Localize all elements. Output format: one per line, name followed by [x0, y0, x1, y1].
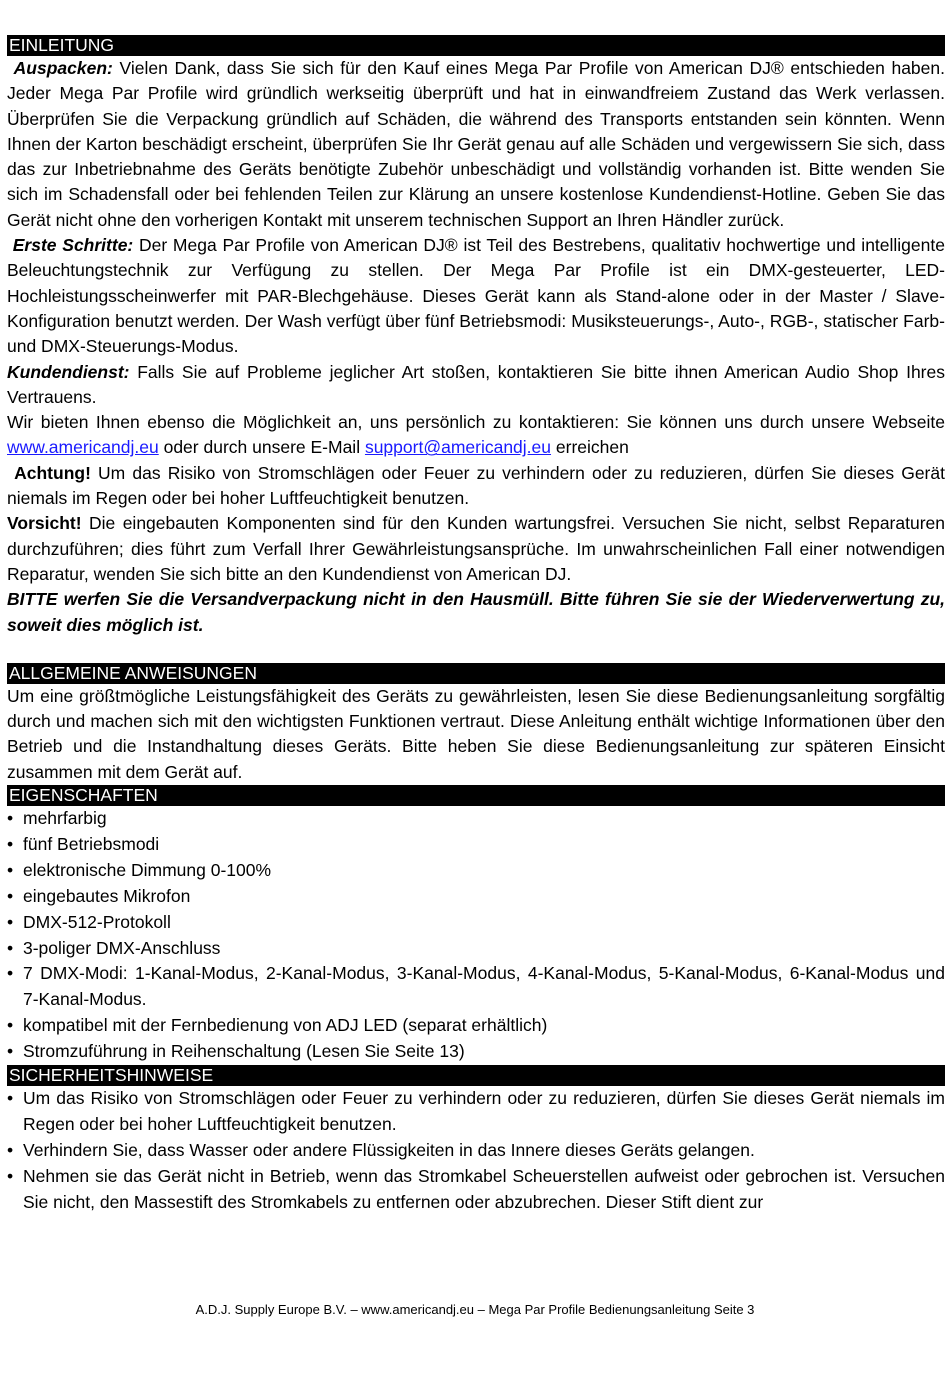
paragraph-first-steps [7, 233, 945, 359]
label-warning: Achtung! [14, 462, 91, 483]
bullet-icon: • [7, 1041, 14, 1062]
bullet-icon: • [7, 1015, 14, 1036]
paragraph-contact [7, 410, 945, 461]
list-item: • 7 DMX-Modi: 1-Kanal-Modus, 2-Kanal-Modus, 3-Kanal-Modus, 4-Kanal-Modus, 5-Kanal-Modus, 6-Kanal-Modus und 7-Kanal-Modus. [7, 963, 945, 1010]
list-item: • mehrfarbig [7, 806, 945, 832]
bullet-icon: • [7, 1088, 14, 1109]
bullet-icon: • [7, 833, 14, 854]
features-list [7, 806, 945, 1065]
bullet-icon: • [7, 808, 14, 829]
bullet-icon: • [7, 1165, 14, 1186]
paragraph-unpacking [7, 56, 945, 233]
bullet-icon: • [7, 911, 14, 932]
label-unpacking: Auspacken: [13, 58, 113, 78]
paragraph-customer-service [7, 360, 945, 411]
section-header-einleitung: EINLEITUNG [7, 35, 945, 56]
list-item: • kompatibel mit der Fernbedienung von ADJ LED (separat erhältlich) [7, 1013, 945, 1039]
bullet-icon: • [7, 963, 14, 984]
bullet-icon: • [7, 937, 14, 958]
text-contact-2: oder durch unsere E-Mail [158, 437, 365, 458]
text-first-steps: Der Mega Par Profile von American DJ® ist Teil des Bestrebens, qualitativ hochwertige und intelligente Beleuchtungstechnik zur Verfügung zu stellen. Der Mega Par Profile ist ein DMX-gesteuerter, LED-Hochleistungsscheinwerfer mit PAR-Blechgehäuse. Dieses Gerät kann als Stand-alone oder in der Master / Slave-Konfiguration benutzt werden. Der Wash verfügt über fünf Betriebsmodi: Musiksteuerungs-, Auto-, RGB-, statischer Farb- und DMX-Steuerungs-Modus. [7, 235, 945, 357]
bullet-icon: • [7, 859, 14, 880]
email-link[interactable]: support@americandj.eu [364, 437, 552, 458]
list-item: • Verhindern Sie, dass Wasser oder andere Flüssigkeiten in das Innere dieses Geräts gelangen. [7, 1138, 945, 1164]
list-item: • Stromzuführung in Reihenschaltung (Lesen Sie Seite 13) [7, 1039, 945, 1065]
section-header-allgemeine-anweisungen: ALLGEMEINE ANWEISUNGEN [7, 663, 945, 684]
list-item: • elektronische Dimmung 0-100% [7, 858, 945, 884]
page-footer: A.D.J. Supply Europe B.V. – www.americandj.eu – Mega Par Profile Bedienungsanleitung Seite 3 [195, 1302, 755, 1317]
text-unpacking: Vielen Dank, dass Sie sich für den Kauf eines Mega Par Profile von American DJ® entschieden haben. Jeder Mega Par Profile wird gründlich werkseitig überprüft und hat in einwandfreiem Zustand das Werk verlassen. Überprüfen Sie die Verpackung gründlich auf Schäden, die während des Transports entstanden sein könnten. Wenn Ihnen der Karton beschädigt erscheint, überprüfen Sie Ihr Gerät genau auf alle Schäden und vergewissern Sie sich, dass das zur Inbetriebnahme des Geräts benötigte Zubehör unbeschädigt und vollständig vorhanden ist. Bitte wenden Sie sich im Schadensfall oder bei fehlenden Teilen zur Klärung an unsere kostenlose Kundendienst-Hotline. Geben Sie das Gerät nicht ohne den vorherigen Kontakt mit unserem technischen Support an Ihren Händler zurück. [7, 58, 945, 230]
list-item: • 3-poliger DMX-Anschluss [7, 936, 945, 962]
text-warning: Um das Risiko von Stromschlägen oder Feuer zu verhindern oder zu reduzieren, dürfen Sie dieses Gerät niemals im Regen oder bei hoher Luftfeuchtigkeit benutzen. [7, 462, 945, 509]
list-item: • Nehmen sie das Gerät nicht in Betrieb, wenn das Stromkabel Scheuerstellen aufweist oder gebrochen ist. Versuchen Sie nicht, den Massestift des Stromkabels zu entfernen oder abzubrechen. Dieser Stift dient zur [7, 1165, 945, 1212]
safety-list [7, 1086, 945, 1216]
label-customer-service: Kundendienst: [7, 361, 130, 382]
list-item: • eingebautes Mikrofon [7, 884, 945, 910]
bullet-icon: • [7, 1139, 14, 1160]
list-item: • Um das Risiko von Stromschlägen oder Feuer zu verhindern oder zu reduzieren, dürfen Sie dieses Gerät niemals im Regen oder bei hoher Luftfeuchtigkeit benutzen. [7, 1088, 945, 1134]
label-caution: Vorsicht! [7, 513, 82, 534]
website-link[interactable]: www.americandj.eu [7, 437, 159, 458]
list-item: • DMX-512-Protokoll [7, 910, 945, 936]
bullet-icon: • [7, 885, 14, 906]
text-caution: Die eingebauten Komponenten sind für den Kunden wartungsfrei. Versuchen Sie nicht, selbst Reparaturen durchzuführen; dies führt zum Verfall Ihrer Gewährleistungsansprüche. Im unwahrscheinlichen Fall einer notwendigen Reparatur, wenden Sie sich bitte an den Kundendienst von American DJ. [7, 513, 945, 584]
paragraph-recycling: BITTE werfen Sie die Versandverpackung nicht in den Hausmüll. Bitte führen Sie sie der Wiederverwertung zu, soweit dies möglich ist. [7, 589, 945, 635]
paragraph-general-instructions: Um eine größtmögliche Leistungsfähigkeit des Geräts zu gewährleisten, lesen Sie diese Bedienungsanleitung sorgfältig durch und machen sich mit den wichtigsten Funktionen vertraut. Diese Anleitung enthält wichtige Informationen über den Betrieb und die Instandhaltung dieses Geräts. Bitte heben Sie diese Bedienungsanleitung zur späteren Einsicht zusammen mit dem Gerät auf. [7, 685, 945, 782]
section-spacer [7, 638, 945, 663]
paragraph-warning [7, 461, 945, 512]
section-header-sicherheitshinweise: SICHERHEITSHINWEISE [7, 1065, 945, 1086]
list-item: • fünf Betriebsmodi [7, 832, 945, 858]
label-first-steps: Erste Schritte: [12, 235, 134, 256]
text-contact-1: Wir bieten Ihnen ebenso die Möglichkeit an, uns persönlich zu kontaktieren: Sie können uns durch unsere Webseite [7, 412, 945, 433]
text-contact-3: erreichen [551, 437, 629, 458]
text-customer-service: Falls Sie auf Probleme jeglicher Art stoßen, kontaktieren Sie bitte ihnen American Audio Shop Ihres Vertrauens. [7, 361, 945, 407]
section-header-eigenschaften: EIGENSCHAFTEN [7, 785, 945, 806]
document-page [7, 35, 945, 1216]
paragraph-caution [7, 511, 945, 587]
